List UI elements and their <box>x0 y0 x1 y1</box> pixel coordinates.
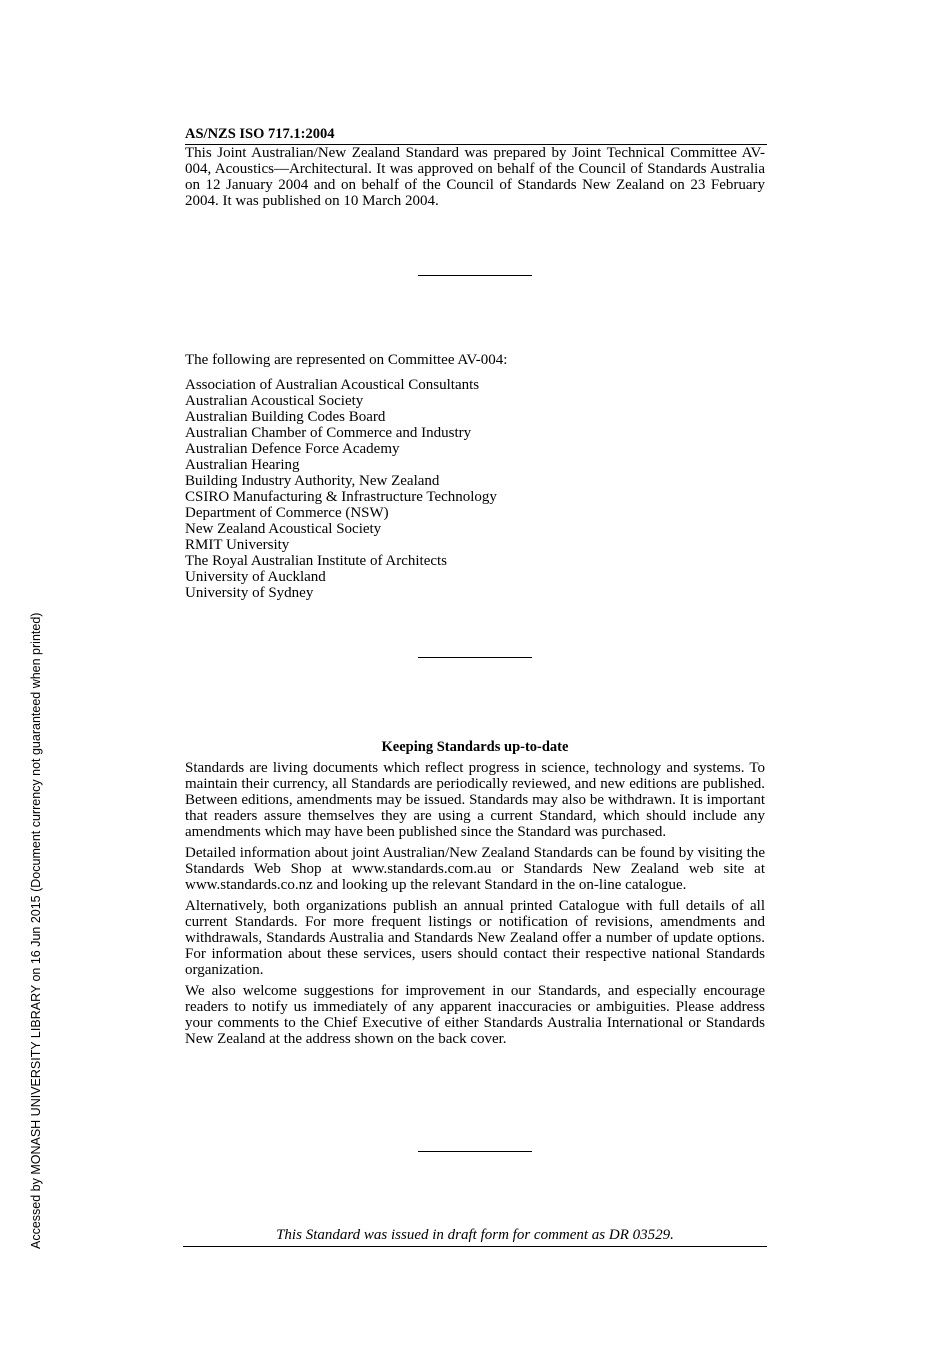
draft-note: This Standard was issued in draft form for comment as DR 03529. <box>276 1227 674 1243</box>
committee-member: Australian Defence Force Academy <box>185 441 400 457</box>
committee-member: CSIRO Manufacturing & Infrastructure Technology <box>185 489 497 505</box>
section-divider <box>418 1151 532 1152</box>
committee-member: Australian Building Codes Board <box>185 409 386 425</box>
footer-rule <box>183 1246 767 1247</box>
access-watermark: Accessed by MONASH UNIVERSITY LIBRARY on 16 Jun 2015 (Document currency not guaranteed when printed) <box>29 612 43 1249</box>
keeping-paragraph: We also welcome suggestions for improvement in our Standards, and especially encourage readers to notify us immediately of any apparent inaccuracies or ambiguities. Please address your comments to the Chief Executive of either Standards Australia International or Standards New Zealand at the address shown on the back cover. <box>185 983 765 1047</box>
section-divider <box>418 275 532 276</box>
standard-id: AS/NZS ISO 717.1:2004 <box>185 126 335 142</box>
committee-member: University of Auckland <box>185 569 326 585</box>
committee-member: Building Industry Authority, New Zealand <box>185 473 440 489</box>
intro-paragraph: This Joint Australian/New Zealand Standard was prepared by Joint Technical Committee AV-004, Acoustics—Architectural. It was approved on behalf of the Council of Standards Australia on 12 January 2004 and on behalf of the Council of Standards New Zealand on 23 February 2004. It was published on 10 March 2004. <box>185 145 765 209</box>
committee-member: Australian Acoustical Society <box>185 393 364 409</box>
committee-member: Australian Hearing <box>185 457 300 473</box>
committee-member: RMIT University <box>185 537 290 553</box>
keeping-standards-heading: Keeping Standards up-to-date <box>381 739 569 755</box>
keeping-paragraph: Alternatively, both organizations publish an annual printed Catalogue with full details of all current Standards. For more frequent listings or notification of revisions, amendments and withdrawals, Standards Australia and Standards New Zealand offer a number of update options. For information about these services, users should contact their respective national Standards organization. <box>185 898 765 978</box>
keeping-standards-body <box>185 760 765 1052</box>
committee-member: Department of Commerce (NSW) <box>185 505 389 521</box>
section-divider <box>418 657 532 658</box>
committee-member: The Royal Australian Institute of Architects <box>185 553 448 569</box>
committee-member: University of Sydney <box>185 585 314 601</box>
committee-member: Australian Chamber of Commerce and Industry <box>185 425 472 441</box>
committee-member-list <box>185 377 497 601</box>
committee-member: New Zealand Acoustical Society <box>185 521 382 537</box>
keeping-paragraph: Standards are living documents which reflect progress in science, technology and systems. To maintain their currency, all Standards are periodically reviewed, and new editions are published. Between editions, amendments may be issued. Standards may also be withdrawn. It is important that readers assure themselves they are using a current Standard, which should include any amendments which may have been published since the Standard was purchased. <box>185 760 765 840</box>
keeping-paragraph: Detailed information about joint Australian/New Zealand Standards can be found by visiting the Standards Web Shop at www.standards.com.au or Standards New Zealand web site at www.standards.co.nz and looking up the relevant Standard in the on-line catalogue. <box>185 845 765 893</box>
committee-heading: The following are represented on Committee AV-004: <box>185 352 508 368</box>
committee-member: Association of Australian Acoustical Consultants <box>185 377 480 393</box>
